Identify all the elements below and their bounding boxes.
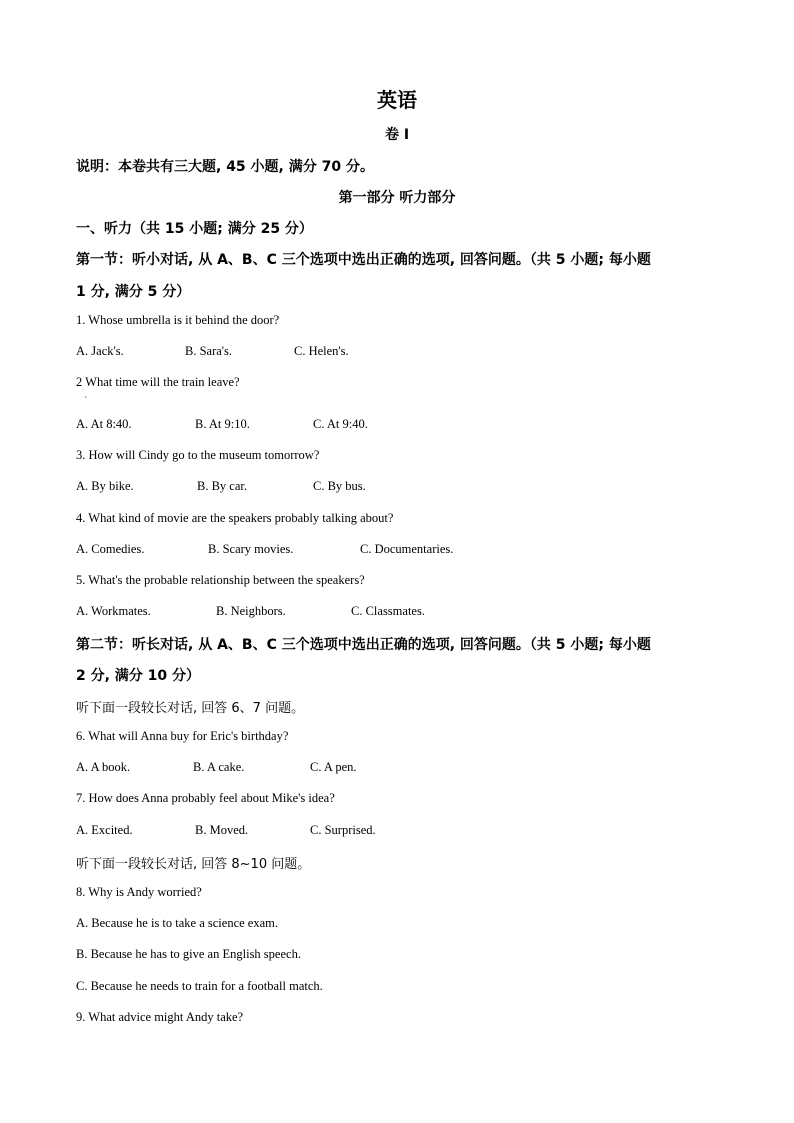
section1-1-instructions-line1: 第一节：听小对话, 从 A、B、C 三个选项中选出正确的选项, 回答问题。（共 5 小题; 每小题 [76,252,651,268]
question-6: 6. What will Anna buy for Eric's birthday? [76,729,289,743]
option-5c: C. Classmates. [351,604,425,618]
option-5a: A. Workmates. [76,604,151,618]
option-1c: C. Helen's. [294,344,349,358]
option-2b: B. At 9:10. [195,417,250,431]
dialog1-intro: 听下面一段较长对话, 回答 6、7 问题。 [76,701,305,716]
option-6a: A. A book. [76,760,131,774]
dialog2-intro: 听下面一段较长对话, 回答 8~10 问题。 [76,857,311,872]
question-8: 8. Why is Andy worried? [76,885,202,899]
option-1a: A. Jack's. [76,344,124,358]
question-5: 5. What's the probable relationship between the speakers? [76,573,365,587]
option-4a: A. Comedies. [76,542,145,556]
option-2a: A. At 8:40. [76,417,132,431]
question-9: 9. What advice might Andy take? [76,1010,244,1024]
option-1b: B. Sara's. [185,344,233,358]
option-2c: C. At 9:40. [313,417,368,431]
section1-1-instructions-line2: 1 分, 满分 5 分） [76,284,191,300]
option-7c: C. Surprised. [310,823,376,837]
option-5b: B. Neighbors. [216,604,286,618]
part-heading: 第一部分 听力部分 [338,190,456,206]
question-4: 4. What kind of movie are the speakers probably talking about? [76,511,394,525]
option-3b: B. By car. [197,479,247,493]
option-7b: B. Moved. [195,823,249,837]
question-7: 7. How does Anna probably feel about Mike's idea? [76,791,335,805]
paper-subtitle: 卷 I [384,127,410,143]
question-3: 3. How will Cindy go to the museum tomorrow? [76,448,320,462]
option-4b: B. Scary movies. [208,542,294,556]
stray-mark: ˋ [84,396,88,405]
option-3a: A. By bike. [76,479,134,493]
instruction-text: 说明：本卷共有三大题, 45 小题, 满分 70 分。 [76,159,374,175]
question-1: 1. Whose umbrella is it behind the door? [76,313,280,327]
option-7a: A. Excited. [76,823,133,837]
option-3c: C. By bus. [313,479,366,493]
option-4c: C. Documentaries. [360,542,454,556]
question-2: 2 What time will the train leave? [76,375,240,389]
section1-2-instructions-line2: 2 分, 满分 10 分） [76,668,201,684]
section1-heading: 一、听力（共 15 小题; 满分 25 分） [76,221,313,237]
option-6c: C. A pen. [310,760,357,774]
page-title: 英语 [377,88,417,112]
option-6b: B. A cake. [193,760,245,774]
section1-2-instructions-line1: 第二节：听长对话, 从 A、B、C 三个选项中选出正确的选项, 回答问题。（共 5 小题; 每小题 [76,637,651,653]
option-8c: C. Because he needs to train for a football match. [76,979,323,993]
option-8a: A. Because he is to take a science exam. [76,916,278,930]
option-8b: B. Because he has to give an English speech. [76,947,301,961]
